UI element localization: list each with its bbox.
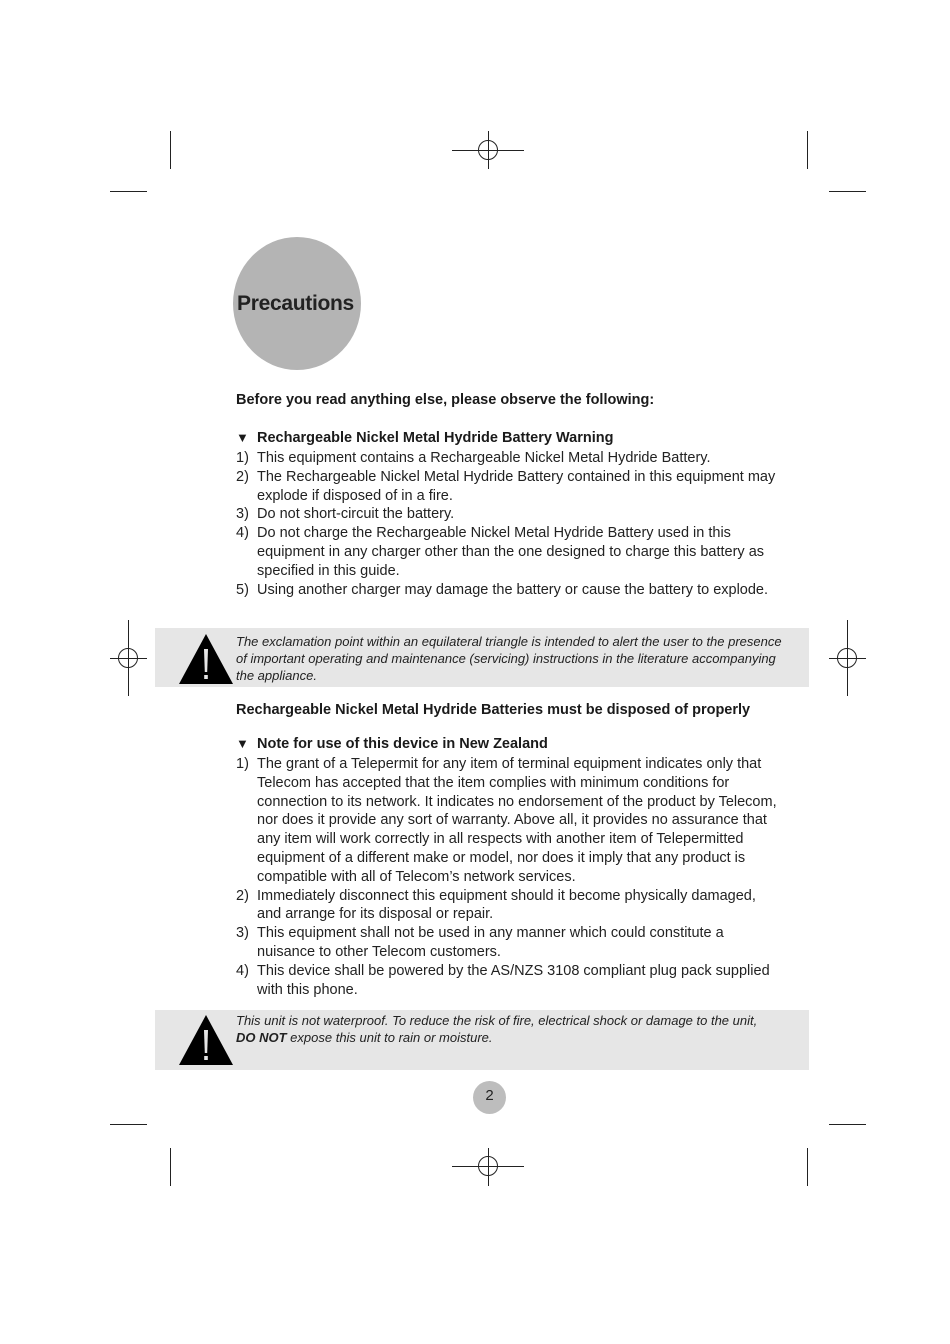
warning-box [155,628,809,687]
warning-triangle-icon [178,1014,234,1066]
intro-text: Before you read anything else, please observe the following: [236,392,655,408]
list-item: 3) Do not short-circuit the battery. [236,506,455,523]
registration-mark-icon [478,140,498,160]
crop-mark [807,1148,808,1186]
crop-mark [807,131,808,169]
disposal-note: Rechargeable Nickel Metal Hydride Batteries must be disposed of properly [236,702,751,718]
crop-mark [110,191,147,192]
crop-mark [170,1148,171,1186]
battery-heading-text: Rechargeable Nickel Metal Hydride Battery Warning [257,430,614,446]
battery-section-heading [236,430,613,446]
list-item: 4) Do not charge the Rechargeable Nickel Metal Hydride Battery used in this equipment in any charger other than the one designed to charge this battery as specified in this guide. [236,525,765,579]
crop-mark [829,191,866,192]
nz-heading-text: Note for use of this device in New Zealand [257,736,548,752]
list-item: 1) The grant of a Telepermit for any item of terminal equipment indicates only that Telecom has accepted that the item complies with minimum conditions for connection to its network. It indicates no endorsement of the product by Telecom, nor does it provide any sort of warranty. Above all, it provides no assurance that any item will work correctly in all respects with another item of Telepermitted equipment of a different make or model, nor does it imply that any product is compatible with all of Telecom’s network services. [236,756,777,885]
warning-triangle-icon [178,633,234,685]
waterproof-warning-text: This unit is not waterproof. To reduce the risk of fire, electrical shock or damage to the unit, DO NOT expose this unit to rain or moisture. [236,1013,758,1045]
do-not-emphasis: DO NOT [236,1030,287,1045]
list-item: 3) This equipment shall not be used in any manner which could constitute a nuisance to other Telecom customers. [236,925,724,960]
registration-mark-icon [118,648,138,668]
list-item: 1) This equipment contains a Rechargeable Nickel Metal Hydride Battery. [236,450,711,466]
page-title: Precautions [237,292,354,315]
nz-section-heading [236,736,548,752]
list-item: 5) Using another charger may damage the battery or cause the battery to explode. [236,581,769,598]
list-item: 2) The Rechargeable Nickel Metal Hydride Battery contained in this equipment may explode if disposed of in a fire. [236,468,776,504]
page-number: 2 [473,1081,506,1114]
crop-mark [170,131,171,169]
warning-box [155,1010,809,1070]
registration-mark-icon [478,1156,498,1176]
triangle-bullet-icon: ▼ [236,736,249,751]
crop-mark [829,1124,866,1125]
list-item: 4) This device shall be powered by the AS/NZS 3108 compliant plug pack supplied with this phone. [236,962,770,998]
list-item: 2) Immediately disconnect this equipment should it become physically damaged, and arrange for its disposal or repair. [236,887,756,923]
warning-text: The exclamation point within an equilateral triangle is intended to alert the user to the presence of important operating and maintenance (servicing) instructions in the literature accompanying the appliance. [236,634,782,683]
nz-note-list [236,755,781,999]
crop-mark [110,1124,147,1125]
battery-warning-list [236,449,776,599]
triangle-bullet-icon: ▼ [236,430,249,445]
registration-mark-icon [837,648,857,668]
